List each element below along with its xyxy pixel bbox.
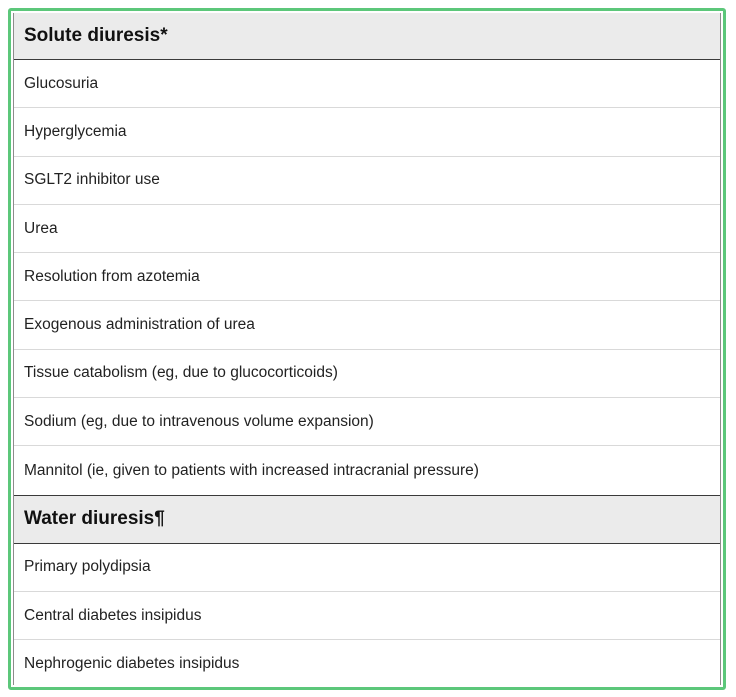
table-row-hyperglycemia: Hyperglycemia (14, 108, 720, 156)
table-frame (8, 8, 726, 690)
table-row-central-diabetes-insipidus: Central diabetes insipidus (14, 592, 720, 640)
causes-table (13, 13, 721, 685)
table-row-primary-polydipsia: Primary polydipsia (14, 544, 720, 592)
table-row-urea: Urea (14, 205, 720, 253)
table-row-exogenous-urea: Exogenous administration of urea (14, 301, 720, 349)
table-row-tissue-catabolism: Tissue catabolism (eg, due to glucocorticoids) (14, 350, 720, 398)
table-row-mannitol: Mannitol (ie, given to patients with increased intracranial pressure) (24, 461, 479, 479)
table-row-nephrogenic-diabetes-insipidus: Nephrogenic diabetes insipidus (24, 655, 240, 673)
table-row-resolution-from-azotemia: Resolution from azotemia (14, 253, 720, 301)
section-header-water-diuresis: Water diuresis¶ (14, 495, 720, 544)
section-header-solute-diuresis: Solute diuresis* (14, 13, 720, 60)
table-row-glucosuria: Glucosuria (14, 60, 720, 108)
table-row-sglt2-inhibitor-use: SGLT2 inhibitor use (14, 157, 720, 205)
table-row-sodium: Sodium (eg, due to intravenous volume expansion) (14, 398, 720, 446)
